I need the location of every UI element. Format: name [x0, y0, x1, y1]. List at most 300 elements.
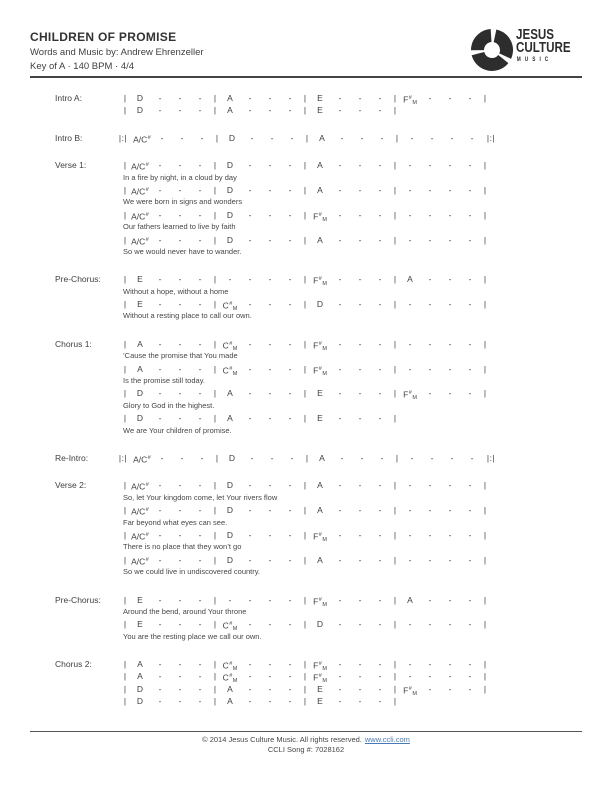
beat-rest: - — [288, 554, 292, 565]
barline: | — [213, 671, 217, 682]
minor-symbol: M — [232, 306, 238, 313]
barline: | — [393, 234, 397, 245]
beat-rest: - — [428, 554, 432, 565]
beat-rest: - — [198, 619, 202, 630]
beat-rest: - — [428, 388, 432, 399]
barline: |:| — [486, 132, 496, 143]
lyric-line: Around the bend, around Your throne — [123, 606, 247, 616]
beat-rest: - — [358, 184, 362, 195]
beat-rest: - — [248, 363, 252, 374]
section — [55, 273, 582, 323]
beat-rest: - — [428, 274, 432, 285]
beat-rest: - — [198, 388, 202, 399]
barline: | — [483, 363, 487, 374]
beat-rest: - — [408, 234, 412, 245]
sharp-symbol: # — [145, 162, 149, 169]
lyric-line: So we could live in undiscovered country. — [123, 567, 261, 577]
barline: | — [483, 388, 487, 399]
beat-rest: - — [268, 184, 272, 195]
barline: | — [483, 594, 487, 605]
chord-line — [120, 554, 490, 566]
minor-symbol: M — [412, 100, 417, 106]
beat-rest: - — [248, 93, 252, 103]
barline: | — [213, 388, 217, 399]
beat-chord: A — [137, 363, 143, 374]
beat-rest: - — [408, 554, 412, 565]
beat-rest: - — [358, 413, 362, 424]
beat-rest: - — [268, 696, 272, 707]
sharp-symbol: # — [145, 186, 149, 193]
beat-chord: $F^{\#}_M$ — [313, 531, 327, 543]
beat-rest: - — [158, 696, 162, 707]
beat-rest: - — [228, 594, 232, 605]
beat-chord: E — [317, 413, 323, 424]
beat-chord: A — [227, 413, 233, 424]
beat-chord: A — [407, 274, 413, 285]
barline: | — [213, 683, 217, 694]
page-title: CHILDREN OF PROMISE — [30, 30, 177, 44]
beat-rest: - — [288, 234, 292, 245]
beat-rest: - — [378, 696, 382, 707]
sharp-symbol: # — [229, 365, 233, 372]
beat-rest: - — [358, 160, 362, 171]
sharp-symbol: # — [229, 673, 233, 680]
beat-rest: - — [358, 363, 362, 374]
beat-rest: - — [178, 594, 182, 605]
beat-rest: - — [268, 274, 272, 285]
lyric-line: Far beyond what eyes can see. — [123, 517, 228, 527]
beat-chord: D — [226, 209, 234, 220]
barline: | — [123, 209, 127, 220]
beat-rest: - — [378, 299, 382, 310]
beat-chord: A/C# — [131, 236, 149, 247]
beat-chord: D — [226, 480, 234, 491]
beat-rest: - — [408, 209, 412, 220]
beat-rest: - — [270, 132, 274, 143]
sharp-symbol: # — [318, 531, 322, 538]
beat-rest: - — [268, 529, 272, 540]
barline: | — [393, 274, 397, 285]
barline: | — [123, 299, 127, 310]
beat-rest: - — [378, 388, 382, 399]
barline: | — [123, 234, 127, 245]
beat-rest: - — [288, 299, 292, 310]
beat-rest: - — [288, 671, 292, 682]
song-key-tempo-meta: Key of A · 140 BPM · 4/4 — [30, 61, 135, 72]
barline: | — [213, 529, 217, 540]
beat-rest: - — [158, 234, 162, 245]
beat-rest: - — [338, 594, 342, 605]
beat-chord: $F^{\#}_M$ — [313, 672, 327, 685]
beat-rest: - — [408, 160, 412, 171]
beat-rest: - — [178, 160, 182, 171]
beat-rest: - — [268, 413, 272, 424]
barline: | — [303, 619, 307, 630]
minor-symbol: M — [322, 281, 327, 288]
beat-rest: - — [200, 132, 204, 143]
beat-rest: - — [448, 594, 452, 605]
sharp-symbol: # — [145, 507, 149, 514]
barline: | — [123, 413, 127, 424]
beat-rest: - — [428, 659, 432, 670]
beat-rest: - — [358, 93, 362, 103]
copyright-line — [30, 735, 582, 745]
beat-rest: - — [248, 696, 252, 707]
beat-rest: - — [158, 505, 162, 516]
beat-rest: - — [198, 696, 202, 707]
beat-rest: - — [158, 529, 162, 540]
chord-line — [120, 695, 490, 707]
beat-rest: - — [428, 671, 432, 682]
beat-rest: - — [180, 453, 184, 463]
barline: | — [303, 594, 307, 605]
beat-rest: - — [288, 160, 292, 171]
beat-rest: - — [250, 453, 254, 463]
beat-chord: D — [226, 554, 234, 565]
beat-rest: - — [410, 132, 414, 143]
beat-rest: - — [158, 274, 162, 285]
barline: | — [123, 363, 127, 374]
beat-rest: - — [448, 683, 452, 694]
beat-rest: - — [178, 696, 182, 707]
chord-line — [120, 504, 490, 516]
section-lines — [120, 273, 490, 323]
lyric-line: ’Cause the promise that You made — [123, 351, 238, 361]
section-lines — [120, 132, 494, 144]
logo-ring-icon — [470, 28, 514, 72]
beat-rest: - — [378, 480, 382, 491]
minor-symbol: M — [412, 690, 417, 697]
song-credit: Words and Music by: Andrew Ehrenzeller — [30, 47, 204, 58]
beat-rest: - — [178, 554, 182, 565]
beat-rest: - — [448, 234, 452, 245]
barline: | — [303, 696, 307, 707]
beat-chord: A — [227, 683, 233, 694]
chord-line — [120, 298, 490, 313]
beat-rest: - — [268, 105, 272, 116]
chord-line — [120, 670, 490, 685]
beat-chord: A — [317, 480, 323, 491]
beat-rest: - — [378, 554, 382, 565]
beat-chord: D — [228, 132, 236, 143]
beat-rest: - — [248, 184, 252, 195]
beat-rest: - — [338, 363, 342, 374]
sharp-symbol: # — [145, 211, 149, 218]
barline: | — [213, 184, 217, 195]
beat-rest: - — [358, 338, 362, 349]
beat-chord: A — [227, 93, 233, 103]
beat-rest: - — [248, 505, 252, 516]
barline: | — [483, 480, 487, 491]
beat-chord: $C^{\#}_M$ — [222, 620, 238, 633]
beat-rest: - — [178, 413, 182, 424]
beat-chord: A — [227, 696, 233, 707]
chord-line — [120, 104, 490, 116]
barline: | — [483, 160, 487, 171]
ccli-number: CCLI Song #: 7028162 — [267, 745, 345, 754]
barline: | — [393, 338, 397, 349]
beat-rest: - — [178, 105, 182, 116]
beat-chord: A — [319, 453, 325, 463]
barline: | — [483, 659, 487, 670]
barline: | — [123, 659, 127, 670]
barline: | — [123, 505, 127, 516]
barline: | — [123, 93, 127, 103]
chord-line — [120, 92, 490, 104]
minor-symbol: M — [412, 395, 417, 402]
beat-rest: - — [360, 132, 364, 143]
beat-rest: - — [338, 529, 342, 540]
beat-rest: - — [268, 659, 272, 670]
chord-line — [120, 412, 490, 424]
beat-rest: - — [378, 160, 382, 171]
beat-rest: - — [158, 299, 162, 310]
sharp-symbol: # — [408, 685, 412, 692]
beat-chord: A — [407, 594, 413, 605]
beat-rest: - — [410, 453, 414, 463]
barline: | — [483, 234, 487, 245]
lyric-line: Our fathers learned to live by faith — [123, 222, 236, 232]
beat-rest: - — [358, 554, 362, 565]
beat-rest: - — [290, 132, 294, 143]
beat-rest: - — [248, 105, 252, 116]
beat-rest: - — [288, 184, 292, 195]
barline: | — [393, 696, 397, 707]
beat-rest: - — [358, 696, 362, 707]
beat-rest: - — [378, 683, 382, 694]
barline: | — [395, 132, 399, 143]
sharp-symbol: # — [147, 455, 151, 461]
lyric-line: In a fire by night, in a cloud by day — [123, 172, 237, 182]
minor-symbol: M — [232, 626, 238, 633]
barline: | — [393, 93, 397, 103]
barline: | — [483, 671, 487, 682]
section-lines — [120, 338, 490, 437]
beat-rest: - — [288, 388, 292, 399]
beat-rest: - — [290, 453, 294, 463]
beat-rest: - — [248, 671, 252, 682]
section-lines — [120, 159, 490, 258]
barline: | — [303, 671, 307, 682]
beat-rest: - — [448, 274, 452, 285]
beat-chord: E — [317, 93, 323, 103]
barline: | — [393, 299, 397, 310]
beat-rest: - — [178, 299, 182, 310]
beat-rest: - — [248, 209, 252, 220]
lyric-line: We are Your children of promise. — [123, 425, 232, 435]
barline: | — [303, 274, 307, 285]
beat-chord: A/C# — [131, 481, 149, 492]
barline: | — [215, 453, 219, 463]
beat-rest: - — [468, 683, 472, 694]
barline: | — [303, 93, 307, 103]
beat-rest: - — [178, 529, 182, 540]
ccli-link[interactable]: www.ccli.com — [364, 735, 410, 744]
beat-chord: A/C# — [133, 454, 151, 465]
beat-rest: - — [198, 480, 202, 491]
logo-word-culture: CULTURE — [515, 39, 571, 56]
beat-rest: - — [468, 594, 472, 605]
sharp-symbol: # — [318, 661, 322, 668]
beat-rest: - — [468, 209, 472, 220]
section — [55, 159, 582, 258]
lyric-line: Is the promise still today. — [123, 376, 205, 386]
barline: | — [305, 453, 309, 463]
beat-rest: - — [448, 299, 452, 310]
beat-chord: A/C# — [133, 134, 151, 145]
section-label: Pre-Chorus: — [55, 274, 101, 285]
barline: | — [483, 274, 487, 285]
barline: | — [303, 160, 307, 171]
beat-rest: - — [470, 132, 474, 143]
beat-chord: $C^{\#}_M$ — [222, 365, 238, 377]
barline: |:| — [486, 453, 496, 463]
barline: | — [303, 413, 307, 424]
beat-rest: - — [338, 505, 342, 516]
beat-rest: - — [448, 554, 452, 565]
beat-rest: - — [468, 619, 472, 630]
barline: | — [123, 338, 127, 349]
beat-rest: - — [358, 594, 362, 605]
minor-symbol: M — [322, 370, 327, 377]
beat-rest: - — [378, 659, 382, 670]
beat-rest: - — [408, 505, 412, 516]
beat-rest: - — [198, 363, 202, 374]
beat-rest: - — [268, 683, 272, 694]
beat-rest: - — [198, 683, 202, 694]
beat-rest: - — [428, 505, 432, 516]
beat-chord: D — [136, 683, 144, 694]
beat-rest: - — [408, 480, 412, 491]
barline: | — [483, 299, 487, 310]
beat-rest: - — [338, 234, 342, 245]
beat-rest: - — [288, 480, 292, 491]
beat-rest: - — [268, 93, 272, 103]
sections — [55, 92, 582, 708]
barline: | — [123, 594, 127, 605]
beat-rest: - — [428, 529, 432, 540]
beat-rest: - — [178, 209, 182, 220]
beat-rest: - — [378, 209, 382, 220]
beat-rest: - — [158, 683, 162, 694]
beat-rest: - — [358, 683, 362, 694]
beat-rest: - — [268, 160, 272, 171]
barline: | — [213, 105, 217, 116]
minor-symbol: M — [232, 345, 238, 352]
chord-line — [120, 363, 490, 375]
beat-rest: - — [158, 160, 162, 171]
beat-rest: - — [378, 505, 382, 516]
beat-rest: - — [448, 619, 452, 630]
barline: | — [213, 363, 217, 374]
barline: | — [123, 554, 127, 565]
beat-rest: - — [358, 209, 362, 220]
beat-rest: - — [448, 529, 452, 540]
barline: | — [393, 594, 397, 605]
beat-rest: - — [178, 671, 182, 682]
beat-rest: - — [270, 453, 274, 463]
chord-line — [120, 387, 490, 402]
beat-rest: - — [180, 132, 184, 143]
sharp-symbol: # — [145, 482, 149, 489]
beat-rest: - — [198, 209, 202, 220]
beat-rest: - — [198, 505, 202, 516]
minor-symbol: M — [322, 536, 327, 543]
beat-rest: - — [288, 683, 292, 694]
barline: |:| — [118, 453, 128, 463]
section — [55, 594, 582, 644]
header — [30, 27, 582, 78]
chord-line — [120, 683, 490, 695]
lyric-line: Without a hope, without a home — [123, 286, 229, 296]
beat-rest: - — [408, 659, 412, 670]
beat-rest: - — [380, 453, 384, 463]
sharp-symbol: # — [318, 596, 322, 603]
beat-rest: - — [340, 453, 344, 463]
beat-rest: - — [288, 413, 292, 424]
minor-symbol: M — [322, 345, 327, 352]
beat-chord: E — [137, 299, 143, 310]
beat-rest: - — [158, 363, 162, 374]
logo-word-jesus: JESUS — [515, 27, 554, 43]
beat-rest: - — [248, 554, 252, 565]
barline: | — [393, 554, 397, 565]
beat-rest: - — [198, 299, 202, 310]
beat-rest: - — [228, 274, 232, 285]
beat-rest: - — [378, 619, 382, 630]
barline: | — [395, 453, 399, 463]
chord-line — [120, 479, 490, 491]
beat-rest: - — [268, 480, 272, 491]
barline: | — [123, 529, 127, 540]
logo-wordmark — [516, 29, 571, 63]
beat-rest: - — [428, 338, 432, 349]
lyric-line: So we would never have to wander. — [123, 246, 242, 256]
beat-rest: - — [358, 274, 362, 285]
barline: | — [303, 388, 307, 399]
beat-rest: - — [178, 363, 182, 374]
beat-chord: A — [317, 554, 323, 565]
lyric-line: Glory to God in the highest. — [123, 400, 215, 410]
barline: | — [393, 209, 397, 220]
beat-rest: - — [158, 184, 162, 195]
minor-symbol: M — [322, 666, 327, 673]
barline: | — [123, 388, 127, 399]
beat-rest: - — [158, 105, 162, 116]
beat-rest: - — [178, 659, 182, 670]
sharp-symbol: # — [145, 236, 149, 243]
section-lines — [120, 479, 490, 578]
barline: | — [303, 554, 307, 565]
beat-rest: - — [468, 160, 472, 171]
beat-rest: - — [338, 184, 342, 195]
beat-rest: - — [428, 480, 432, 491]
section — [55, 479, 582, 578]
lyric-line: You are the resting place we call our own. — [123, 631, 262, 641]
beat-rest: - — [178, 388, 182, 399]
beat-chord: $F^{\#}_M$ — [403, 389, 417, 402]
beat-rest: - — [158, 388, 162, 399]
beat-rest: - — [378, 93, 382, 103]
beat-rest: - — [338, 105, 342, 116]
beat-rest: - — [378, 671, 382, 682]
beat-rest: - — [408, 529, 412, 540]
section-label: Verse 2: — [55, 480, 87, 491]
beat-rest: - — [448, 659, 452, 670]
beat-chord: A/C# — [131, 531, 149, 542]
beat-chord: D — [316, 619, 324, 630]
beat-rest: - — [448, 388, 452, 399]
